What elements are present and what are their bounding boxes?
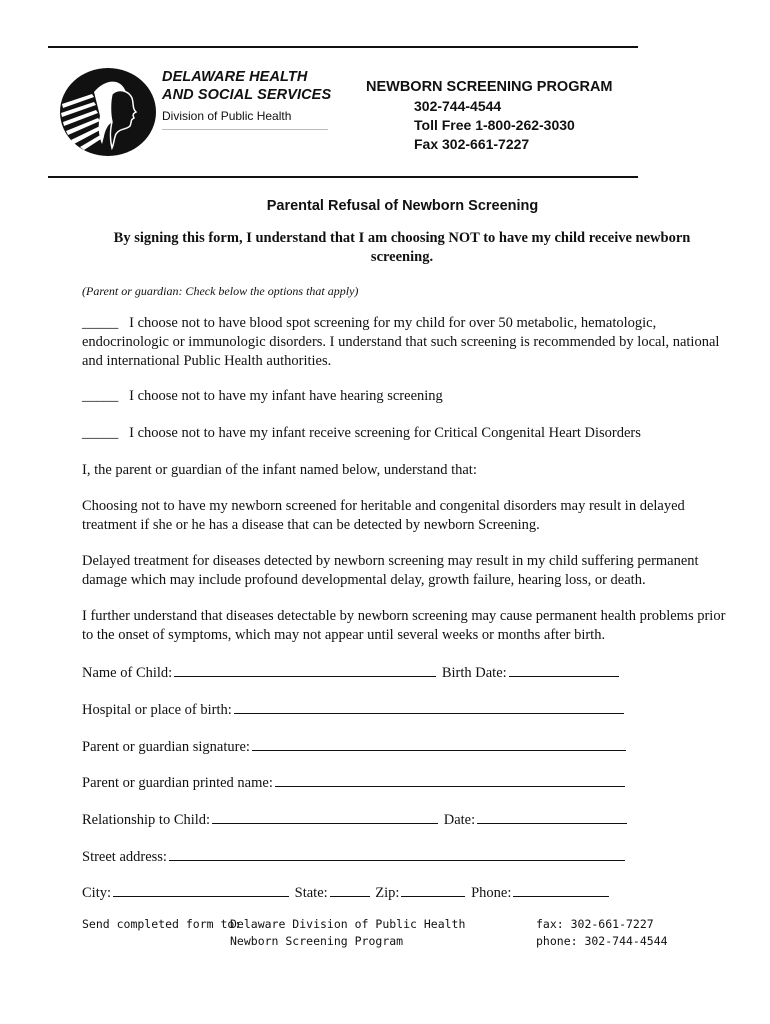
agency-name-line1: DELAWARE HEALTH [162,69,308,85]
program-phone: 302-744-4544 [414,98,502,114]
bottom-rule [48,176,638,178]
relationship-label: Relationship to Child: [82,812,211,828]
paragraph-permanent-damage: Delayed treatment for diseases detected by newborn screening may result in my child suffering permanent damage which may include profound developmental delay, growth failure, hearing loss, or death. [82,553,699,588]
hospital-row [82,699,626,720]
child-name-label: Name of Child: [82,665,173,681]
agency-name-line2: AND SOCIAL SERVICES [162,87,332,103]
paragraph-health-problems: I further understand that diseases detectable by newborn screening may cause permanent health problems prior to the onset of symptoms, which may not appear until several weeks or months after birth. [82,608,726,643]
option-hearing[interactable] [82,387,732,406]
paragraph-delayed-treatment: Choosing not to have my newborn screened for heritable and congenital disorders may result in delayed treatment if she or he has a disease that can be detected by newborn Screening. [82,498,685,533]
zip-label: Zip: [375,885,400,901]
date-field[interactable] [477,809,627,824]
printed-name-row [82,772,627,793]
option-text: I choose not to have blood spot screening for my child for over 50 metabolic, hematologic, endocrinologic or immunologic disorders. I understand that such screening is recommended by local, national and international Public Health authorities. [82,315,720,369]
city-row [82,882,611,903]
zip-field[interactable] [401,882,465,897]
division-name: Division of Public Health [162,109,292,123]
dhss-logo-icon [54,64,158,160]
footer-phone: phone: 302-744-4544 [536,934,668,948]
printed-name-field[interactable] [275,772,625,787]
program-toll-free: Toll Free 1-800-262-3030 [414,117,575,133]
street-row [82,846,627,867]
state-label: State: [294,885,328,901]
phone-label: Phone: [471,885,512,901]
child-name-row [82,662,621,683]
street-label: Street address: [82,849,167,865]
form-title: Parental Refusal of Newborn Screening [266,198,539,214]
street-field[interactable] [169,846,625,861]
refusal-statement: By signing this form, I understand that I am choosing NOT to have my child receive newborn screening. [113,230,691,265]
program-block [366,78,613,154]
footer-fax: fax: 302-661-7227 [536,917,654,931]
footer-contact [536,916,668,950]
hospital-label: Hospital or place of birth: [82,702,232,718]
understand-intro: I, the parent or guardian of the infant named below, understand that: [82,462,477,478]
check-instruction: (Parent or guardian: Check below the options that apply) [82,284,359,298]
city-field[interactable] [113,882,289,897]
birth-date-label: Birth Date: [441,665,507,681]
division-underline [162,129,328,130]
option-blood-spot[interactable] [82,314,732,371]
city-label: City: [82,885,112,901]
program-fax: Fax 302-661-7227 [414,136,530,152]
footer-address-line2: Newborn Screening Program [230,934,404,948]
option-text: I choose not to have my infant have hearing screening [129,388,443,404]
relationship-field[interactable] [212,809,438,824]
signature-row [82,736,628,757]
signature-field[interactable] [252,736,626,751]
program-name: NEWBORN SCREENING PROGRAM [366,79,613,95]
relationship-row [82,809,629,830]
printed-name-label: Parent or guardian printed name: [82,775,273,791]
top-rule [48,46,638,48]
option-blank[interactable]: _____ [82,425,119,441]
option-blank[interactable]: _____ [82,315,119,331]
option-blank[interactable]: _____ [82,388,119,404]
phone-field[interactable] [513,882,609,897]
agency-block [162,68,331,130]
state-field[interactable] [330,882,370,897]
footer-address-line1: Delaware Division of Public Health [230,917,466,931]
date-label: Date: [443,812,476,828]
birth-date-field[interactable] [509,662,619,677]
child-name-field[interactable] [174,662,436,677]
signature-label: Parent or guardian signature: [82,739,250,755]
footer-send-label: Send completed form to: [82,917,242,931]
option-text: I choose not to have my infant receive screening for Critical Congenital Heart Disorders [129,425,641,441]
footer-address [230,916,465,950]
hospital-field[interactable] [234,699,624,714]
option-heart[interactable] [82,424,732,443]
